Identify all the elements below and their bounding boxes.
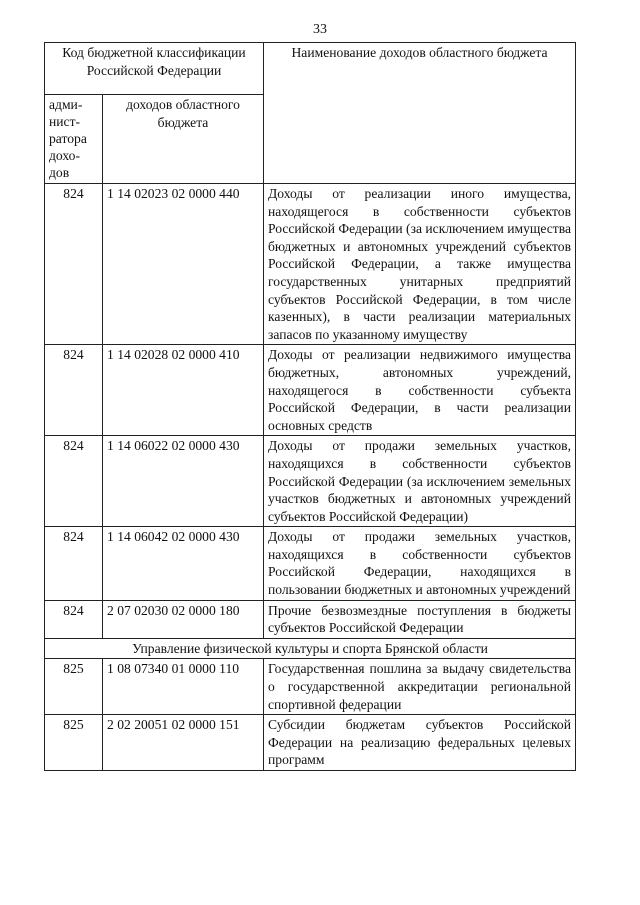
revenue-name-cell: Прочие безвозмездные поступления в бюджеты субъектов Российской Федерации bbox=[264, 600, 576, 638]
revenue-code-cell: 1 14 06022 02 0000 430 bbox=[103, 436, 264, 527]
page-number: 33 bbox=[313, 22, 327, 37]
admin-code-cell: 824 bbox=[45, 436, 103, 527]
revenue-code-cell: 2 07 02030 02 0000 180 bbox=[103, 600, 264, 638]
revenue-code-cell: 1 14 06042 02 0000 430 bbox=[103, 527, 264, 600]
table-body bbox=[45, 184, 576, 771]
table-row bbox=[45, 600, 576, 638]
revenue-name-cell: Доходы от реализации иного имущества, находящегося в собственности субъектов Российской Федерации (за исключением имущества бюджетных и автономных учреждений субъектов Российской Федерации, а также имущества государственных унитарных предприятий субъектов Российской Федерации, в том числе казенных), в части реализации материальных запасов по указанному имуществу bbox=[264, 184, 576, 345]
revenue-code-cell: 1 14 02028 02 0000 410 bbox=[103, 345, 264, 436]
revenue-name-cell: Государственная пошлина за выдачу свидетельства о государственной аккредитации региональной спортивной федерации bbox=[264, 659, 576, 715]
revenue-code-cell: 2 02 20051 02 0000 151 bbox=[103, 715, 264, 771]
table-row bbox=[45, 184, 576, 345]
admin-code-cell: 824 bbox=[45, 184, 103, 345]
header-administrator: адми-нист-ратора дохо-дов bbox=[45, 95, 103, 184]
section-header-row bbox=[45, 638, 576, 659]
table-row bbox=[45, 345, 576, 436]
header-regional-revenue: доходов областного бюджета bbox=[103, 95, 264, 184]
admin-code-cell: 824 bbox=[45, 600, 103, 638]
admin-code-cell: 824 bbox=[45, 527, 103, 600]
header-revenue-name: Наименование доходов областного бюджета bbox=[264, 43, 576, 184]
revenue-code-cell: 1 14 02023 02 0000 440 bbox=[103, 184, 264, 345]
table-row bbox=[45, 715, 576, 771]
table-row bbox=[45, 436, 576, 527]
revenue-name-cell: Доходы от реализации недвижимого имущества бюджетных, автономных учреждений, находящегося в собственности субъекта Российской Федерации, в части реализации основных средств bbox=[264, 345, 576, 436]
revenue-name-cell: Доходы от продажи земельных участков, находящихся в собственности субъектов Российской Федерации, находящихся в пользовании бюджетных и автономных учреждений bbox=[264, 527, 576, 600]
header-row-group bbox=[45, 43, 576, 95]
revenue-code-cell: 1 08 07340 01 0000 110 bbox=[103, 659, 264, 715]
admin-code-cell: 825 bbox=[45, 659, 103, 715]
admin-code-cell: 825 bbox=[45, 715, 103, 771]
table-row bbox=[45, 659, 576, 715]
header-budget-code-group: Код бюджетной классификации Российской Федерации bbox=[45, 43, 264, 95]
table-row bbox=[45, 527, 576, 600]
revenue-classification-table bbox=[44, 42, 576, 771]
section-title: Управление физической культуры и спорта Брянской области bbox=[45, 638, 576, 659]
revenue-name-cell: Субсидии бюджетам субъектов Российской Федерации на реализацию федеральных целевых программ bbox=[264, 715, 576, 771]
revenue-name-cell: Доходы от продажи земельных участков, находящихся в собственности субъектов Российской Федерации (за исключением земельных участков бюджетных и автономных учреждений субъектов Российской Федерации) bbox=[264, 436, 576, 527]
admin-code-cell: 824 bbox=[45, 345, 103, 436]
